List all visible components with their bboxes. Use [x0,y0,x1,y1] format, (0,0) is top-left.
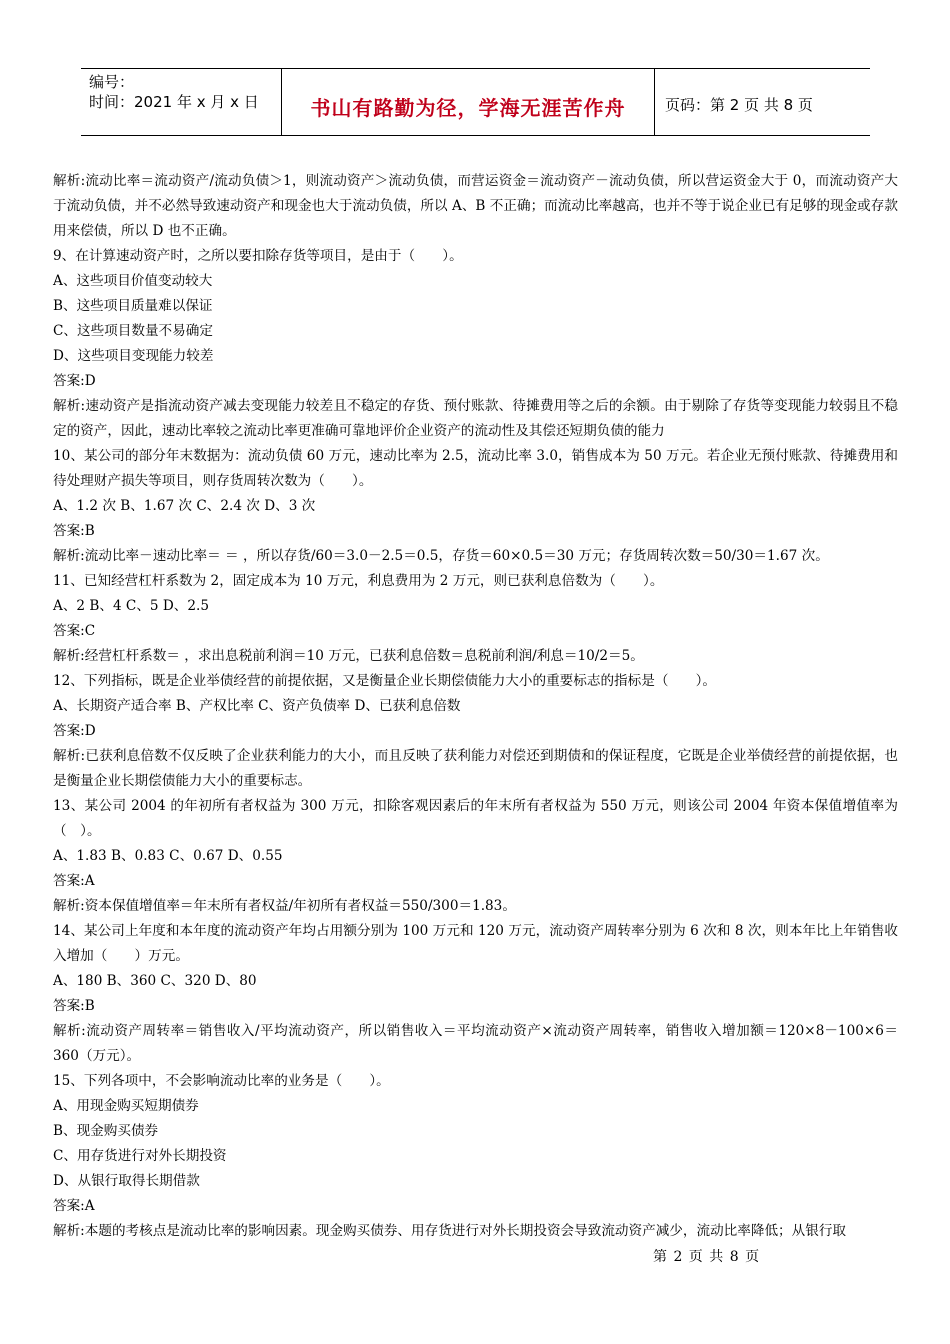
body-paragraph: 解析:速动资产是指流动资产减去变现能力较差且不稳定的存货、预付账款、待摊费用等之后的余额。由于剔除了存货等变现能力较弱且不稳定的资产，因此，速动比率较之流动比率更准确可靠地评价企业资产的流动性及其偿还短期负债的能力 [53,398,898,439]
body-paragraph: D、这些项目变现能力较差 [53,348,214,364]
body-paragraph: 10、某公司的部分年末数据为：流动负债 60 万元，速动比率为 2.5，流动比率 3.0，销售成本为 50 万元。若企业无预付账款、待摊费用和待处理财产损失等项目，则存货周转次数为（ ）。 [53,448,898,489]
header-motto-cell [282,69,655,135]
body-paragraph: A、1.83 B、0.83 C、0.67 D、0.55 [53,848,283,864]
body-paragraph: 答案:C [53,623,96,639]
page-footer: 第 2 页 共 8 页 [653,1249,761,1265]
header-page-cell [655,69,870,135]
body-paragraph: 解析:流动比率＝流动资产/流动负债＞1，则流动资产＞流动负债，而营运资金＝流动资产－流动负债，所以营运资金大于 0，而流动资产大于流动负债，并不必然导致速动资产和现金也大于流动负债，所以 A、B 不正确；而流动比率越高，也并不等于说企业已有足够的现金或存款用来偿债，所以 D 也不正确。 [53,173,898,239]
body-paragraph: 解析:流动资产周转率＝销售收入/平均流动资产，所以销售收入＝平均流动资产×流动资产周转率，销售收入增加额＝120×8－100×6＝360（万元）。 [53,1023,898,1064]
body-paragraph: A、180 B、360 C、320 D、80 [53,973,257,989]
body-paragraph: A、用现金购买短期债券 [53,1098,199,1114]
body-paragraph: A、长期资产适合率 B、产权比率 C、资产负债率 D、已获利息倍数 [53,698,461,714]
body-paragraph: C、用存货进行对外长期投资 [53,1148,227,1164]
header-info-cell [81,69,282,135]
body-paragraph: 解析:流动比率－速动比率＝ ＝ ，所以存货/60＝3.0－2.5＝0.5，存货＝60×0.5＝30 万元；存货周转次数＝50/30＝1.67 次。 [53,548,829,564]
page-code: 页码：第 2 页 共 8 页 [665,96,813,114]
page-header [81,68,870,136]
body-paragraph: B、现金购买债券 [53,1123,159,1139]
body-paragraph: 解析:资本保值增值率＝年末所有者权益/年初所有者权益＝550/300＝1.83。 [53,898,516,914]
body-paragraph: 答案:B [53,523,95,539]
document-body [53,169,898,1244]
body-paragraph: A、2 B、4 C、5 D、2.5 [53,598,210,614]
body-paragraph: A、这些项目价值变动较大 [53,273,213,289]
body-paragraph: 答案:B [53,998,95,1014]
body-paragraph: 12、下列指标，既是企业举债经营的前提依据，又是衡量企业长期偿债能力大小的重要标志的指标是（ ）。 [53,673,716,689]
body-paragraph: 11、已知经营杠杆系数为 2，固定成本为 10 万元，利息费用为 2 万元，则已获利息倍数为（ ）。 [53,573,664,589]
body-paragraph: 14、某公司上年度和本年度的流动资产年均占用额分别为 100 万元和 120 万元，流动资产周转率分别为 6 次和 8 次，则本年比上年销售收入增加（ ）万元。 [53,923,898,964]
body-paragraph: 答案:A [53,1198,95,1214]
body-paragraph: D、从银行取得长期借款 [53,1173,200,1189]
body-paragraph: 答案:A [53,873,95,889]
body-paragraph: 答案:D [53,373,96,389]
motto-text: 书山有路勤为径，学海无涯苦作舟 [310,96,626,120]
document-date: 时间：2021 年 x 月 x 日 [89,93,259,111]
body-paragraph: 答案:D [53,723,96,739]
body-paragraph: C、这些项目数量不易确定 [53,323,213,339]
body-paragraph: 解析:经营杠杆系数＝ ，求出息税前利润＝10 万元，已获利息倍数＝息税前利润/利息＝10/2＝5。 [53,648,644,664]
document-number-label: 编号： [89,73,135,91]
body-paragraph: 9、在计算速动资产时，之所以要扣除存货等项目，是由于（ ）。 [53,248,463,264]
body-paragraph: A、1.2 次 B、1.67 次 C、2.4 次 D、3 次 [53,498,316,514]
body-paragraph: B、这些项目质量难以保证 [53,298,213,314]
body-paragraph: 15、下列各项中，不会影响流动比率的业务是（ ）。 [53,1073,390,1089]
body-paragraph: 解析:本题的考核点是流动比率的影响因素。现金购买债券、用存货进行对外长期投资会导致流动资产减少，流动比率降低；从银行取 [53,1223,847,1239]
body-paragraph: 13、某公司 2004 的年初所有者权益为 300 万元，扣除客观因素后的年末所有者权益为 550 万元，则该公司 2004 年资本保值增值率为（ ）。 [53,798,898,839]
body-paragraph: 解析:已获利息倍数不仅反映了企业获利能力的大小，而且反映了获利能力对偿还到期债和的保证程度，它既是企业举债经营的前提依据，也是衡量企业长期偿债能力大小的重要标志。 [53,748,898,789]
